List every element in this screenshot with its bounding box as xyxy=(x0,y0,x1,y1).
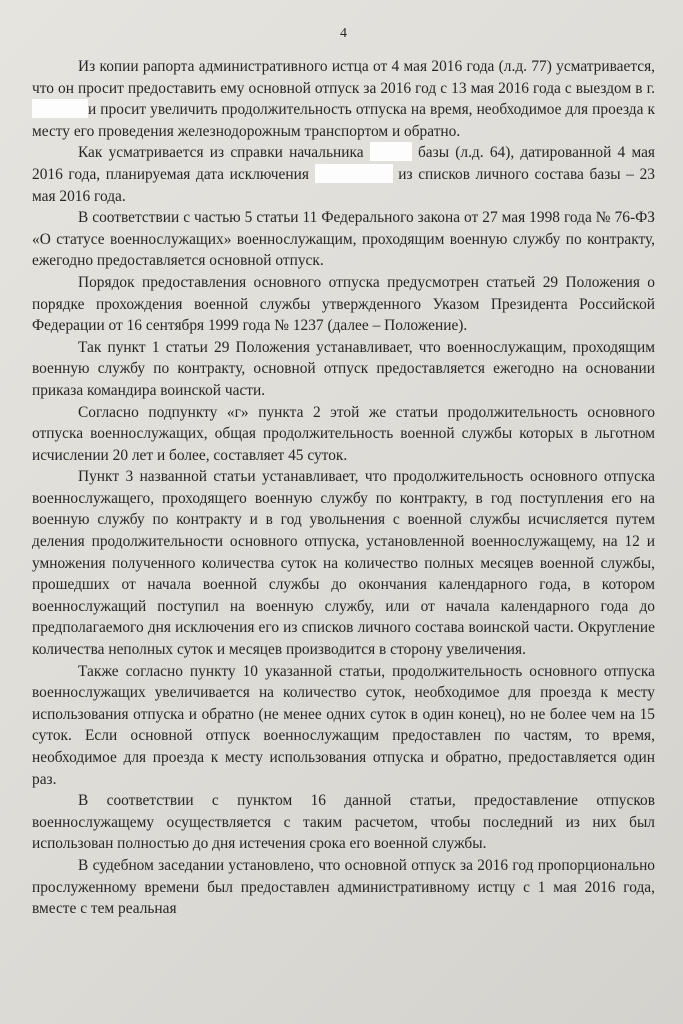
paragraph-point-16: В соответствии с пунктом 16 данной статьи, предоставление отпусков военнослужащему осуществляется с таким расчетом, чтобы последний из них был использован полностью до дня истечения срока его военной службы. xyxy=(32,792,655,853)
paragraph-point-1: Так пункт 1 статьи 29 Положения устанавливает, что военнослужащим, проходящим военную службу по контракту, основной отпуск предоставляется ежегодно на основании приказа командира воинской части. xyxy=(32,338,655,399)
redaction-box xyxy=(315,164,393,183)
paragraph-certificate xyxy=(32,142,655,207)
redaction-box xyxy=(32,99,88,118)
paragraph-law-article-11: В соответствии с частью 5 статьи 11 Федерального закона от 27 мая 1998 года № 76-ФЗ «О статусе военнослужащих» военнослужащим, проходящим военную службу по контракту, ежегодно предоставляется основной отпуск. xyxy=(32,209,655,270)
paragraph-procedure-article-29: Порядок предоставления основного отпуска предусмотрен статьей 29 Положения о порядке прохождения военной службы утвержденного Указом Президента Российской Федерации от 16 сентября 1999 года № 1237 (далее – Положение). xyxy=(32,273,655,335)
paragraph-report xyxy=(32,56,655,142)
paragraph-point-3: Пункт 3 названной статьи устанавливает, что продолжительность основного отпуска военнослужащего, проходящего военную службу по контракту, в год поступления его на военную службу по контракту и в год увольнения с военной службы исчисляется путем деления продолжительности основного отпуска, установленной военнослужащему, на 12 и умножения полученного количества суток на количество полных месяцев военной службы, прошедших от начала военной службы до окончания календарного года, в котором военнослужащий поступил на военную службу, или от начала календарного года до предполагаемого дня исключения его из списков личного состава воинской части. Округление количества неполных суток и месяцев производится в сторону увеличения. xyxy=(32,468,655,659)
paragraph-text: Из копии рапорта административного истца от 4 мая 2016 года (л.д. 77) усматривается, что он просит предоставить ему основной отпуск за 2016 год с 13 мая 2016 года с выездом в г. xyxy=(32,58,655,97)
paragraph-text: базы (л.д. 64), датированной 4 мая 2016 года, планируемая дата исключения xyxy=(32,144,655,183)
paragraph-text: и просит увеличить продолжительность отпуска на время, необходимое для проезда к месту его проведения железнодорожным транспортом и обратно. xyxy=(32,101,655,140)
paragraph-subpoint-g: Согласно подпункту «г» пункта 2 этой же статьи продолжительность основного отпуска военнослужащих, общая продолжительность военной службы которых в льготном исчислении 20 лет и более, составляет 45 суток. xyxy=(32,403,655,464)
paragraph-text: Как усматривается из справки начальника xyxy=(78,144,370,162)
redaction-box xyxy=(370,142,412,161)
page-number: 4 xyxy=(340,26,347,41)
paragraph-text: из списков личного состава базы – 23 мая 2016 года. xyxy=(32,165,655,205)
paragraph-point-10: Также согласно пункту 10 указанной статьи, продолжительность основного отпуска военнослужащих увеличивается на количество суток, необходимое для проезда к месту использования отпуска и обратно (не менее одних суток в один конец), но не более чем на 15 суток. Если основной отпуск военнослужащим предоставлен по частям, то время, необходимое для проезда к месту использования отпуска и обратно, предоставляется один раз. xyxy=(32,662,655,788)
paragraph-court-finding: В судебном заседании установлено, что основной отпуск за 2016 год пропорционально прослуженному времени был предоставлен административному истцу с 1 мая 2016 года, вместе с тем реальная xyxy=(32,856,655,918)
